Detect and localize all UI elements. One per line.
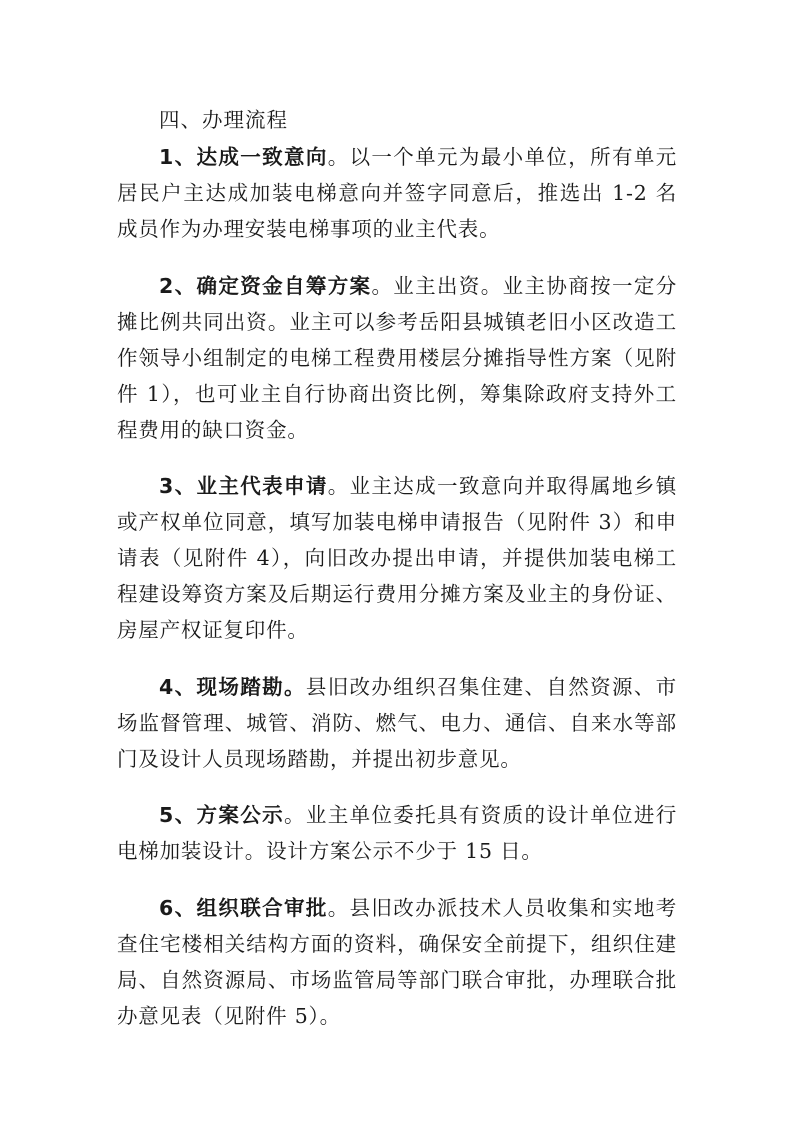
step-6-title: 6、组织联合审批 (159, 895, 328, 920)
document-body (117, 102, 677, 1047)
step-4-title: 4、现场踏勘。 (159, 674, 306, 699)
step-3 (117, 468, 677, 648)
section-heading: 四、办理流程 (159, 108, 288, 132)
step-3-title: 3、业主代表申请 (159, 474, 328, 498)
step-4-text: 县旧改办组织召集住建、自然资源、市场监督管理、城管、消防、燃气、电力、通信、自来水等部门及设计人员现场踏勘，并提出初步意见。 (117, 674, 677, 771)
step-3-text: 。业主达成一致意向并取得属地乡镇或产权单位同意，填写加装电梯申请报告（见附件 3）和申请表（见附件 4），向旧改办提出申请，并提供加装电梯工程建设筹资方案及后期运行费用分摊方案及业主的身份证、房屋产权证复印件。 (117, 474, 677, 642)
step-4 (117, 669, 677, 777)
step-1 (117, 139, 677, 247)
step-5 (117, 797, 677, 869)
step-6-text: 。县旧改办派技术人员收集和实地考查住宅楼相关结构方面的资料，确保安全前提下，组织住建局、自然资源局、市场监管局等部门联合审批，办理联合批办意见表（见附件 5）。 (117, 895, 677, 1028)
step-5-text: 。业主单位委托具有资质的设计单位进行电梯加装设计。设计方案公示不少于 15 日。 (117, 803, 677, 863)
step-6 (117, 890, 677, 1034)
step-2-text: 。业主出资。业主协商按一定分摊比例共同出资。业主可以参考岳阳县城镇老旧小区改造工作领导小组制定的电梯工程费用楼层分摊指导性方案（见附件 1），也可业主自行协商出资比例，筹集除政府支持外工程费用的缺口资金。 (117, 273, 678, 442)
step-1-title: 1、达成一致意向 (159, 145, 328, 169)
step-5-title: 5、方案公示 (159, 803, 284, 827)
step-2 (117, 268, 677, 448)
step-2-title: 2、确定资金自筹方案 (159, 273, 372, 298)
step-1-text: 。以一个单元为最小单位，所有单元居民户主达成加装电梯意向并签字同意后，推选出 1-2 名成员作为办理安装电梯事项的业主代表。 (117, 145, 677, 241)
